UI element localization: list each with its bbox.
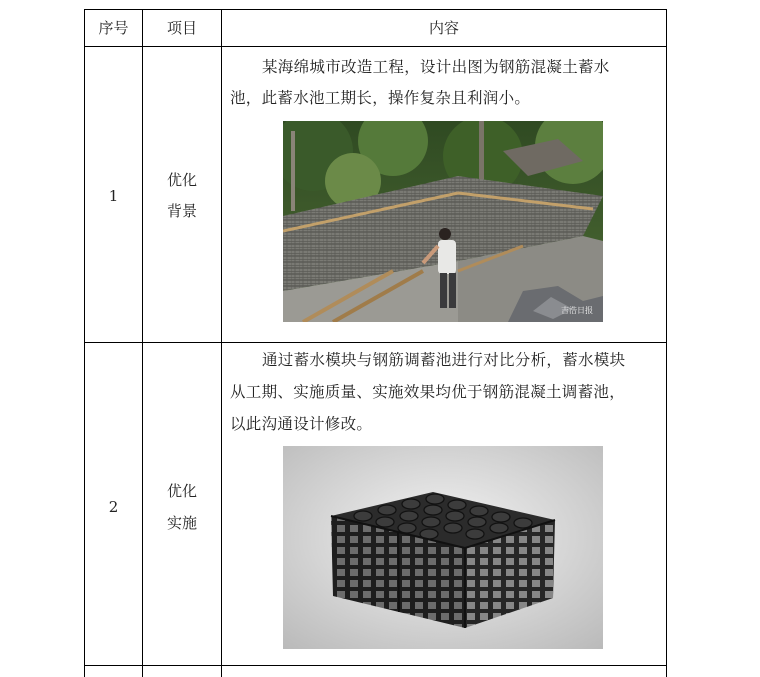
row-paragraph-line: 以此沟通设计修改。 (230, 415, 373, 433)
table-column-divider (142, 9, 143, 677)
table-border-top (84, 9, 667, 10)
header-content: 内容 (428, 19, 459, 37)
table-column-divider (221, 9, 222, 677)
row-item-line: 实施 (166, 514, 197, 532)
header-index: 序号 (98, 19, 129, 37)
row-item-line: 优化 (166, 171, 197, 189)
table-row-divider (84, 665, 667, 666)
construction-site-photo (283, 121, 603, 322)
row-paragraph-line: 某海绵城市改造工程，设计出图为钢筋混凝土蓄水 (262, 58, 610, 76)
table-row-divider (84, 342, 667, 343)
photo-watermark: 吉浩日报 (561, 306, 593, 315)
row-index: 1 (108, 187, 119, 205)
row-paragraph-line: 池，此蓄水池工期长，操作复杂且利润小。 (230, 89, 531, 107)
row-paragraph-line: 通过蓄水模块与钢筋调蓄池进行对比分析，蓄水模块 (262, 351, 626, 369)
row-index: 2 (108, 498, 119, 516)
row-paragraph-line: 从工期、实施质量、实施效果均优于钢筋混凝土调蓄池， (230, 383, 626, 401)
row-item-line: 优化 (166, 482, 197, 500)
table-border-right (666, 9, 667, 677)
table-border-left (84, 9, 85, 677)
table-header-divider (84, 46, 667, 47)
storage-module-photo (283, 446, 603, 649)
row-item-line: 背景 (166, 202, 197, 220)
header-item: 项目 (166, 19, 197, 37)
